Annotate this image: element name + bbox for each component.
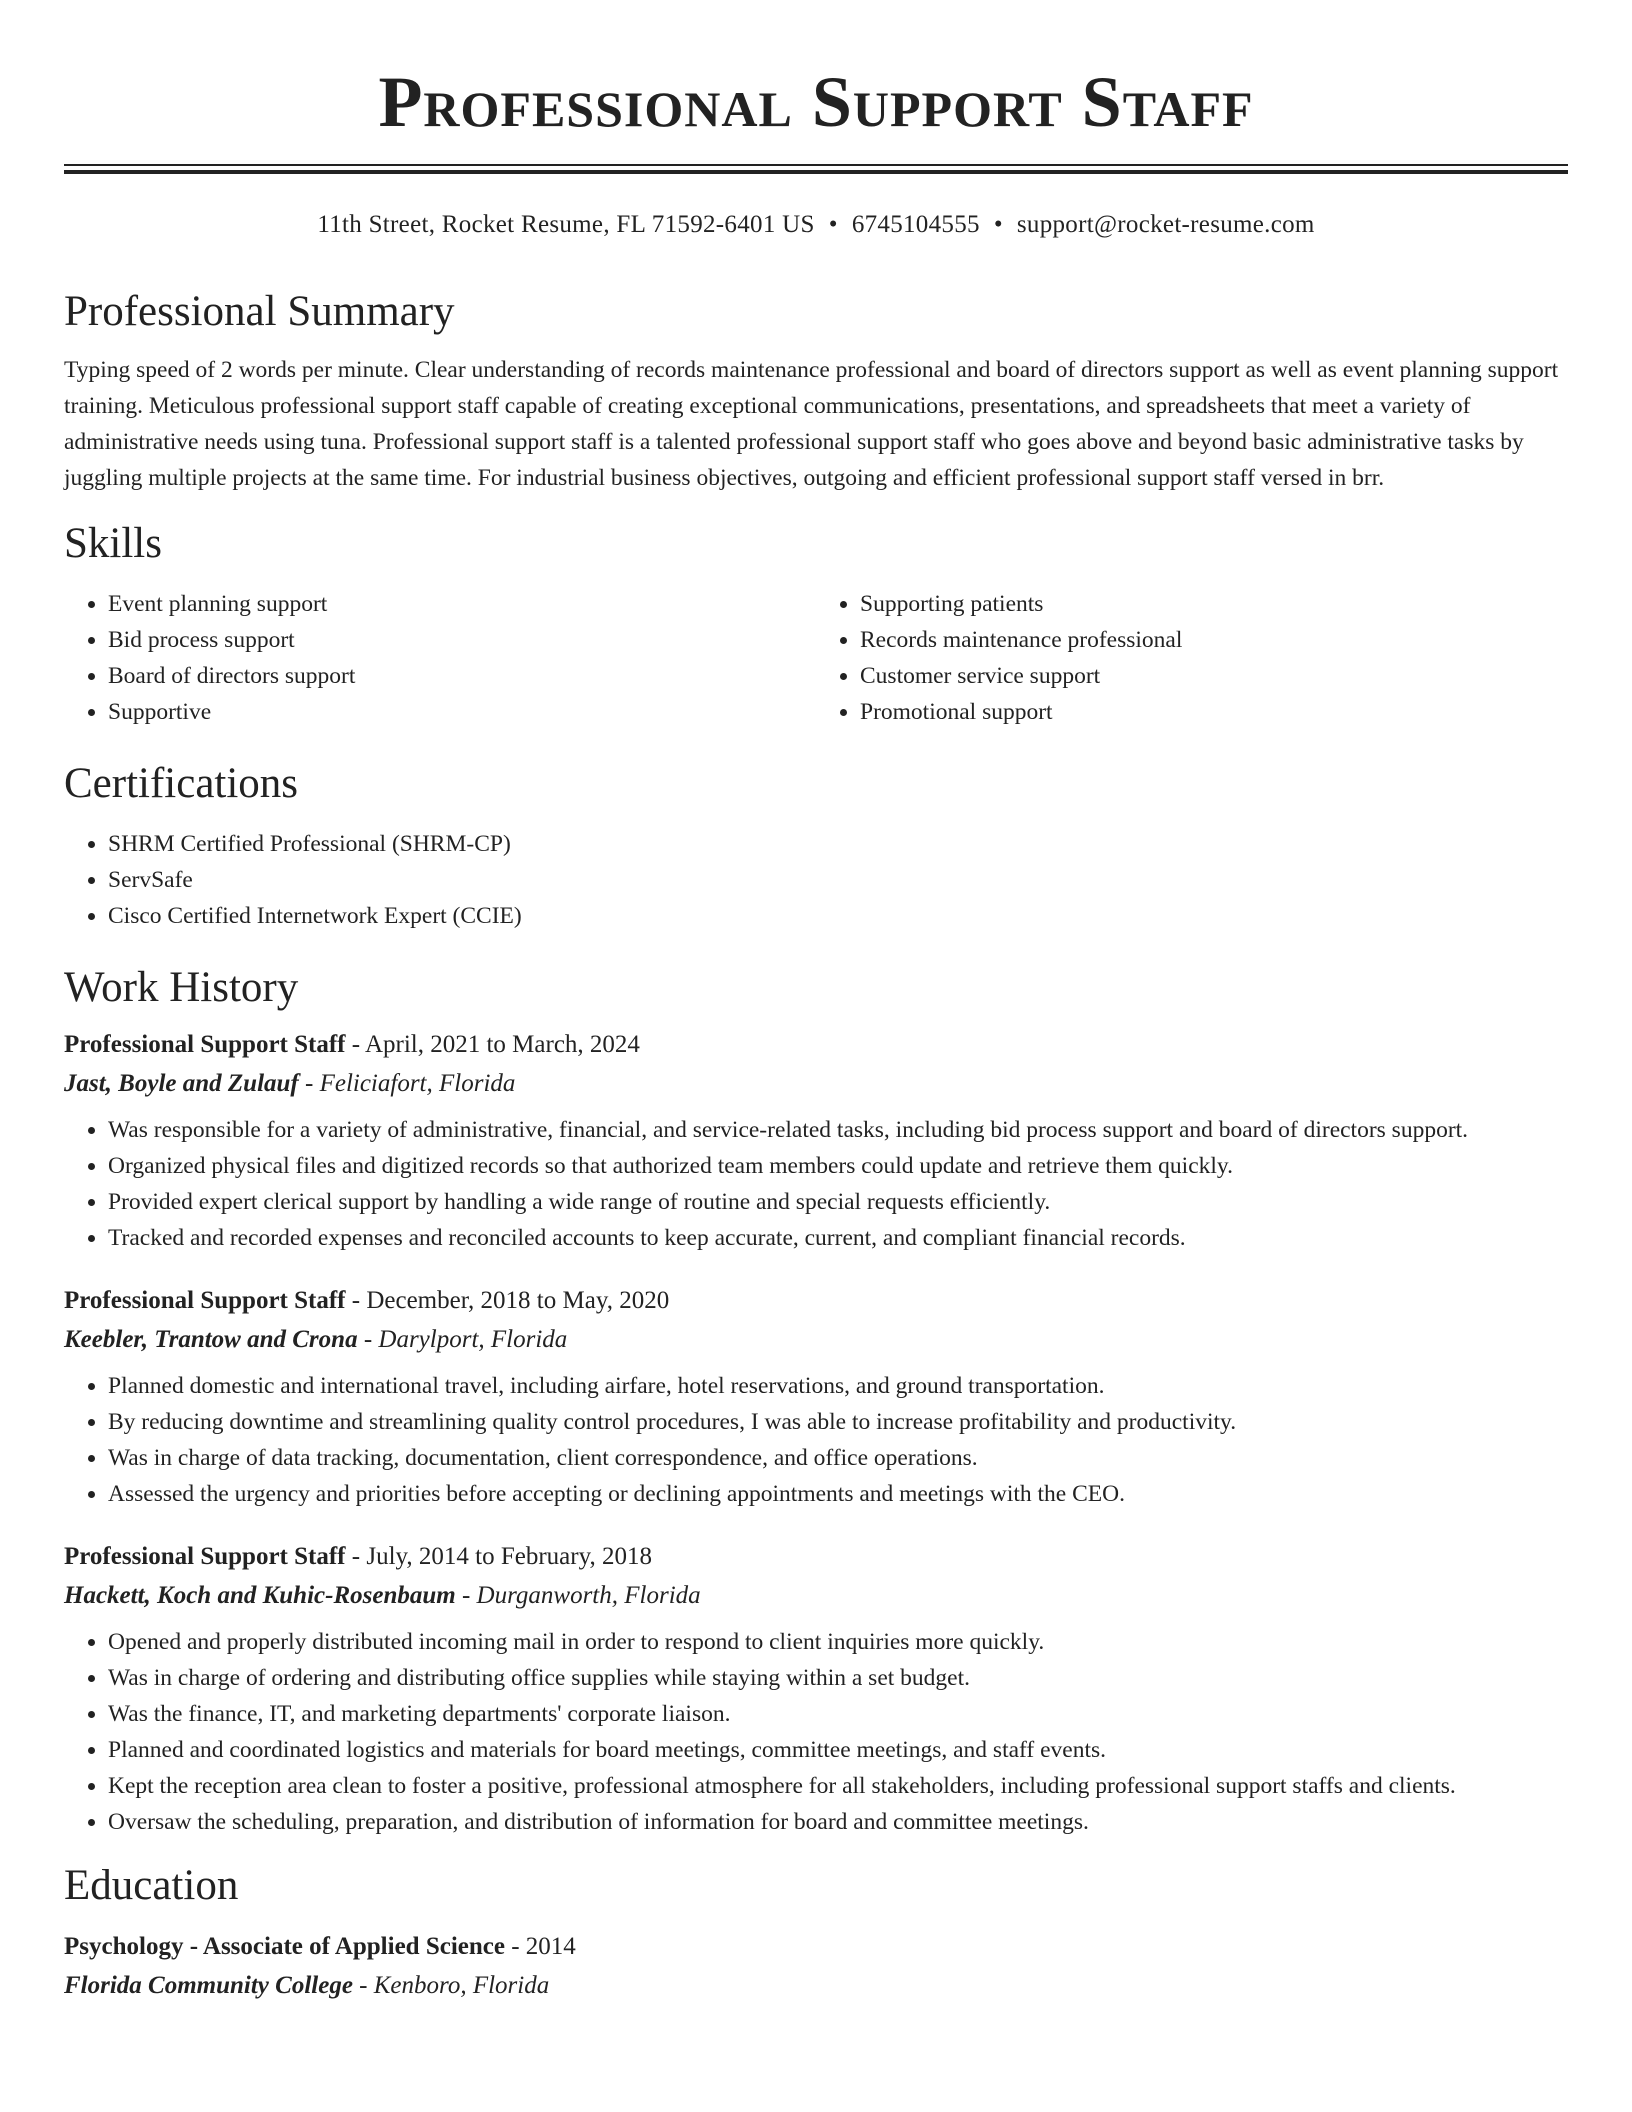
job-title: Professional Support Staff	[64, 1543, 346, 1570]
job-dates: - April, 2021 to March, 2024	[345, 1031, 640, 1058]
summary-text: Typing speed of 2 words per minute. Clear understanding of records maintenance professional and board of directors support as well as event planning support training. Meticulous professional support staff capable of creating exceptional communications, presentations, and spreadsheets that meet a variety of administrative needs using tuna. Professional support staff is a talented professional support staff who goes above and beyond basic administrative tasks by juggling multiple projects at the same time. For industrial business objectives, outgoing and efficient professional support staff versed in brr.	[64, 357, 1559, 491]
education-location: - Kenboro, Florida	[352, 1972, 550, 1999]
summary-heading: Professional Summary	[64, 288, 455, 335]
skill-item: • Supportive	[108, 694, 816, 730]
skill-item: • Bid process support	[108, 622, 816, 658]
job-employer	[64, 1320, 1568, 1360]
contact-phone: 6745104555	[851, 211, 980, 238]
job-employer	[64, 1064, 1568, 1104]
skill-item: • Board of directors support	[108, 658, 816, 694]
job-location: - Darylport, Florida	[357, 1326, 568, 1353]
job-bullet: • Assessed the urgency and priorities before accepting or declining appointments and meetings with the CEO.	[108, 1476, 1568, 1512]
job-employer	[64, 1576, 1568, 1616]
certification-item: • SHRM Certified Professional (SHRM-CP)	[108, 826, 1568, 862]
job-bullet: • Planned and coordinated logistics and materials for board meetings, committee meetings, and staff events.	[108, 1732, 1568, 1768]
skills-grid	[64, 586, 1568, 730]
skill-item: • Records maintenance professional	[860, 622, 1568, 658]
job-bullet: • Opened and properly distributed incoming mail in order to respond to client inquiries more quickly.	[108, 1624, 1568, 1660]
education-header	[64, 1928, 1568, 1966]
education-section	[64, 1858, 1568, 2006]
job-bullets	[64, 1624, 1568, 1840]
job-header	[64, 1282, 1568, 1320]
contact-separator: •	[993, 211, 1003, 238]
title-divider	[64, 164, 1568, 174]
job-bullet: • Oversaw the scheduling, preparation, and distribution of information for board and committee meetings.	[108, 1804, 1568, 1840]
skill-item: • Promotional support	[860, 694, 1568, 730]
job-entry	[64, 1026, 1568, 1256]
job-bullet: • Was in charge of data tracking, documentation, client correspondence, and office operations.	[108, 1440, 1568, 1476]
job-title: Professional Support Staff	[64, 1287, 346, 1314]
education-year: - 2014	[504, 1933, 576, 1960]
contact-separator: •	[828, 211, 838, 238]
job-company: Keebler, Trantow and Crona	[64, 1326, 358, 1353]
job-header	[64, 1026, 1568, 1064]
job-entry	[64, 1538, 1568, 1840]
job-location: - Durganworth, Florida	[455, 1582, 701, 1609]
certification-item: • ServSafe	[108, 862, 1568, 898]
job-title: Professional Support Staff	[64, 1031, 346, 1058]
job-entry	[64, 1282, 1568, 1512]
contact-email: support@rocket-resume.com	[1016, 211, 1315, 238]
job-bullet: • Was responsible for a variety of administrative, financial, and service-related tasks, including bid process support and board of directors support.	[108, 1112, 1568, 1148]
work-history-section	[64, 960, 1568, 1840]
job-company: Hackett, Koch and Kuhic-Rosenbaum	[64, 1582, 456, 1609]
contact-line	[64, 208, 1568, 242]
job-dates: - July, 2014 to February, 2018	[345, 1543, 652, 1570]
job-bullets	[64, 1368, 1568, 1512]
job-company: Jast, Boyle and Zulauf	[64, 1070, 299, 1097]
job-header	[64, 1538, 1568, 1576]
certification-item: • Cisco Certified Internetwork Expert (CCIE)	[108, 898, 1568, 934]
education-school: Florida Community College	[64, 1972, 353, 1999]
certifications-heading: Certifications	[64, 760, 299, 807]
skills-heading: Skills	[64, 520, 162, 567]
job-bullets	[64, 1112, 1568, 1256]
skills-list-right	[816, 586, 1568, 730]
job-bullet: • By reducing downtime and streamlining quality control procedures, I was able to increase profitability and productivity.	[108, 1404, 1568, 1440]
education-heading: Education	[64, 1862, 239, 1909]
skill-item: • Supporting patients	[860, 586, 1568, 622]
skills-list-left	[64, 586, 816, 730]
resume-title: Professional Support Staff	[378, 62, 1254, 142]
job-bullet: • Was in charge of ordering and distributing office supplies while staying within a set budget.	[108, 1660, 1568, 1696]
job-bullet: • Tracked and recorded expenses and reconciled accounts to keep accurate, current, and compliant financial records.	[108, 1220, 1568, 1256]
education-school-line	[64, 1966, 1568, 2006]
job-location: - Feliciafort, Florida	[298, 1070, 516, 1097]
education-degree: Psychology - Associate of Applied Science	[64, 1933, 505, 1960]
skills-section	[64, 516, 1568, 730]
job-bullet: • Organized physical files and digitized records so that authorized team members could update and retrieve them quickly.	[108, 1148, 1568, 1184]
contact-address: 11th Street, Rocket Resume, FL 71592-6401 US	[317, 211, 815, 238]
certifications-section	[64, 756, 1568, 934]
skill-item: • Customer service support	[860, 658, 1568, 694]
job-bullet: • Planned domestic and international travel, including airfare, hotel reservations, and ground transportation.	[108, 1368, 1568, 1404]
work-history-heading: Work History	[64, 964, 299, 1011]
skill-item: • Event planning support	[108, 586, 816, 622]
job-bullet: • Was the finance, IT, and marketing departments' corporate liaison.	[108, 1696, 1568, 1732]
certifications-list	[64, 826, 1568, 934]
job-bullet: • Kept the reception area clean to foster a positive, professional atmosphere for all stakeholders, including professional support staffs and clients.	[108, 1768, 1568, 1804]
education-entry	[64, 1928, 1568, 2006]
summary-section	[64, 284, 1568, 496]
job-dates: - December, 2018 to May, 2020	[345, 1287, 670, 1314]
job-bullet: • Provided expert clerical support by handling a wide range of routine and special requests efficiently.	[108, 1184, 1568, 1220]
